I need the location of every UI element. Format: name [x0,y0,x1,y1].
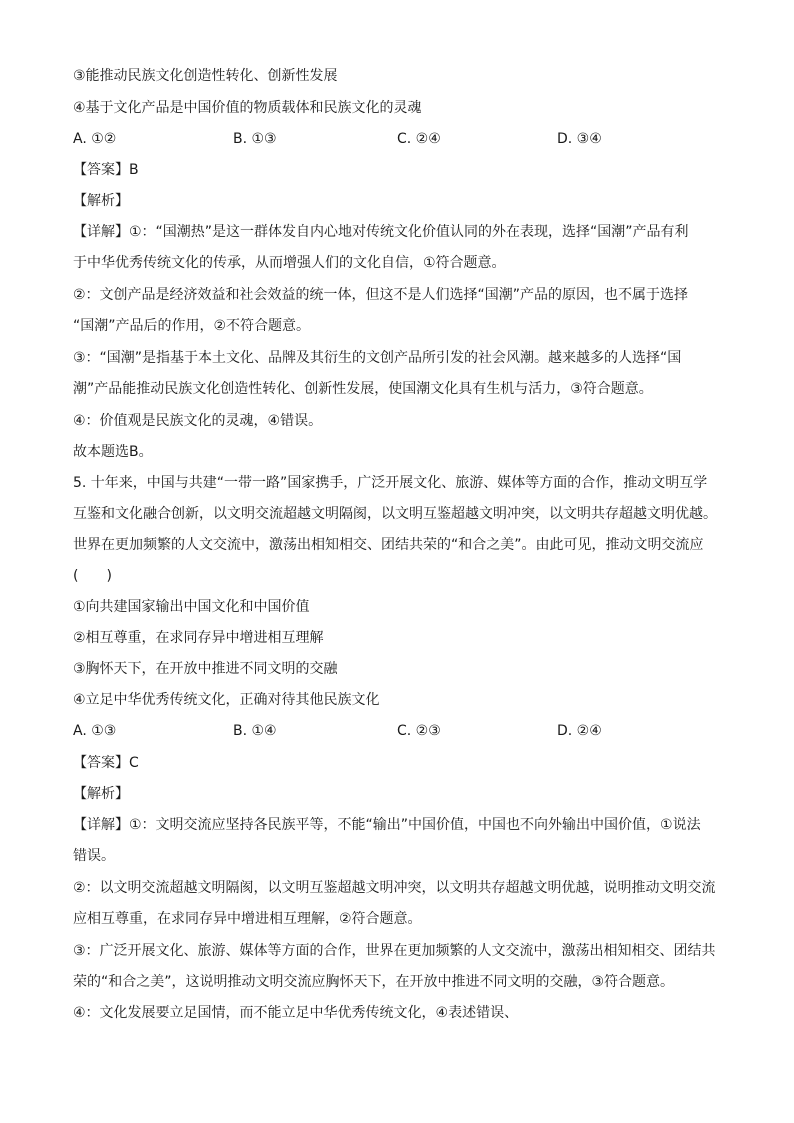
text-line: 潮”产品能推动民族文化创造性转化、创新性发展，使国潮文化具有生机与活力，③符合题意。 [73,381,653,397]
q5-option-b: B. ①④ [233,723,277,739]
q5-statement-3: ③胸怀天下，在开放中推进不同文明的交融 [73,661,338,677]
text-line: 错误。 [73,848,115,864]
q4-detail-2 [73,285,723,336]
text-line: “国潮”产品后的作用，②不符合题意。 [73,318,311,334]
q5-detail-4: ④：文化发展要立足国情，而不能立足中华优秀传统文化，④表述错误、 [73,1005,519,1021]
text-line: ②：以文明交流超越文明隔阂，以文明互鉴超越文明冲突，以文明共存超越文明优越，说明推动文明交流 [73,880,716,896]
q4-answer: 【答案】B [73,162,139,178]
text-line: 世界在更加频繁的人文交流中，激荡出相知相交、团结共荣的“和合之美”。由此可见，推动文明交流应 [73,537,704,553]
q5-option-a: A. ①③ [73,723,117,739]
text-line: ②：文创产品是经济效益和社会效益的统一体，但这不是人们选择“国潮”产品的原因，也不属于选择 [73,287,689,303]
q4-detail-3 [73,348,723,399]
q5-detail-1 [73,815,723,866]
q5-option-d: D. ②④ [557,723,602,739]
q5-statement-2: ②相互尊重，在求同存异中增进相互理解 [73,630,324,646]
text-line: 5. 十年来，中国与共建“一带一路”国家携手，广泛开展文化、旅游、媒体等方面的合作，推动文明互学 [73,475,708,491]
q5-detail-2 [73,878,723,929]
text-line: 应相互尊重，在求同存异中增进相互理解，②符合题意。 [73,911,422,927]
q5-answer-blank: ( ) [73,568,112,584]
q5-statement-1: ①向共建国家输出中国文化和中国价值 [73,599,310,615]
text-line: 于中华优秀传统文化的传承，从而增强人们的文化自信，①符合题意。 [73,255,506,271]
q4-statement-4: ④基于文化产品是中国价值的物质载体和民族文化的灵魂 [73,100,422,116]
q5-detail-3 [73,941,723,992]
text-line: 【详解】①：“国潮热”是这一群体发自内心地对传统文化价值认同的外在表现，选择“国潮”产品有利 [73,224,689,240]
q4-statement-3: ③能推动民族文化创造性转化、创新性发展 [73,68,338,84]
text-line: 互鉴和文化融合创新，以文明交流超越文明隔阂，以文明互鉴超越文明冲突，以文明共存超越文明优越。 [73,506,717,522]
q4-option-b: B. ①③ [233,131,277,147]
q5-analysis-label: 【解析】 [73,786,129,802]
text-line: 【详解】①：文明交流应坚持各民族平等，不能“输出”中国价值，中国也不向外输出中国价值，①说法 [73,817,701,833]
text-line: ③：“国潮”是指基于本土文化、品牌及其衍生的文创产品所引发的社会风潮。越来越多的人选择“国 [73,350,682,366]
text-line: 荣的“和合之美”，这说明推动文明交流应胸怀天下，在开放中推进不同文明的交融，③符合题意。 [73,974,675,990]
q4-analysis-label: 【解析】 [73,193,129,209]
q4-option-d: D. ③④ [557,131,602,147]
q5-statement-4: ④立足中华优秀传统文化，正确对待其他民族文化 [73,692,380,708]
q5-answer: 【答案】C [73,755,139,771]
text-line: ③：广泛开展文化、旅游、媒体等方面的合作，世界在更加频繁的人文交流中，激荡出相知相交、团结共 [73,943,716,959]
q4-detail-4: ④：价值观是民族文化的灵魂，④错误。 [73,413,323,429]
q5-option-c: C. ②③ [397,723,441,739]
q4-option-a: A. ①② [73,131,117,147]
q4-detail-1 [73,222,723,273]
q4-conclusion: 故本题选B。 [73,444,153,460]
q4-option-c: C. ②④ [397,131,441,147]
q5-stem [73,473,723,555]
